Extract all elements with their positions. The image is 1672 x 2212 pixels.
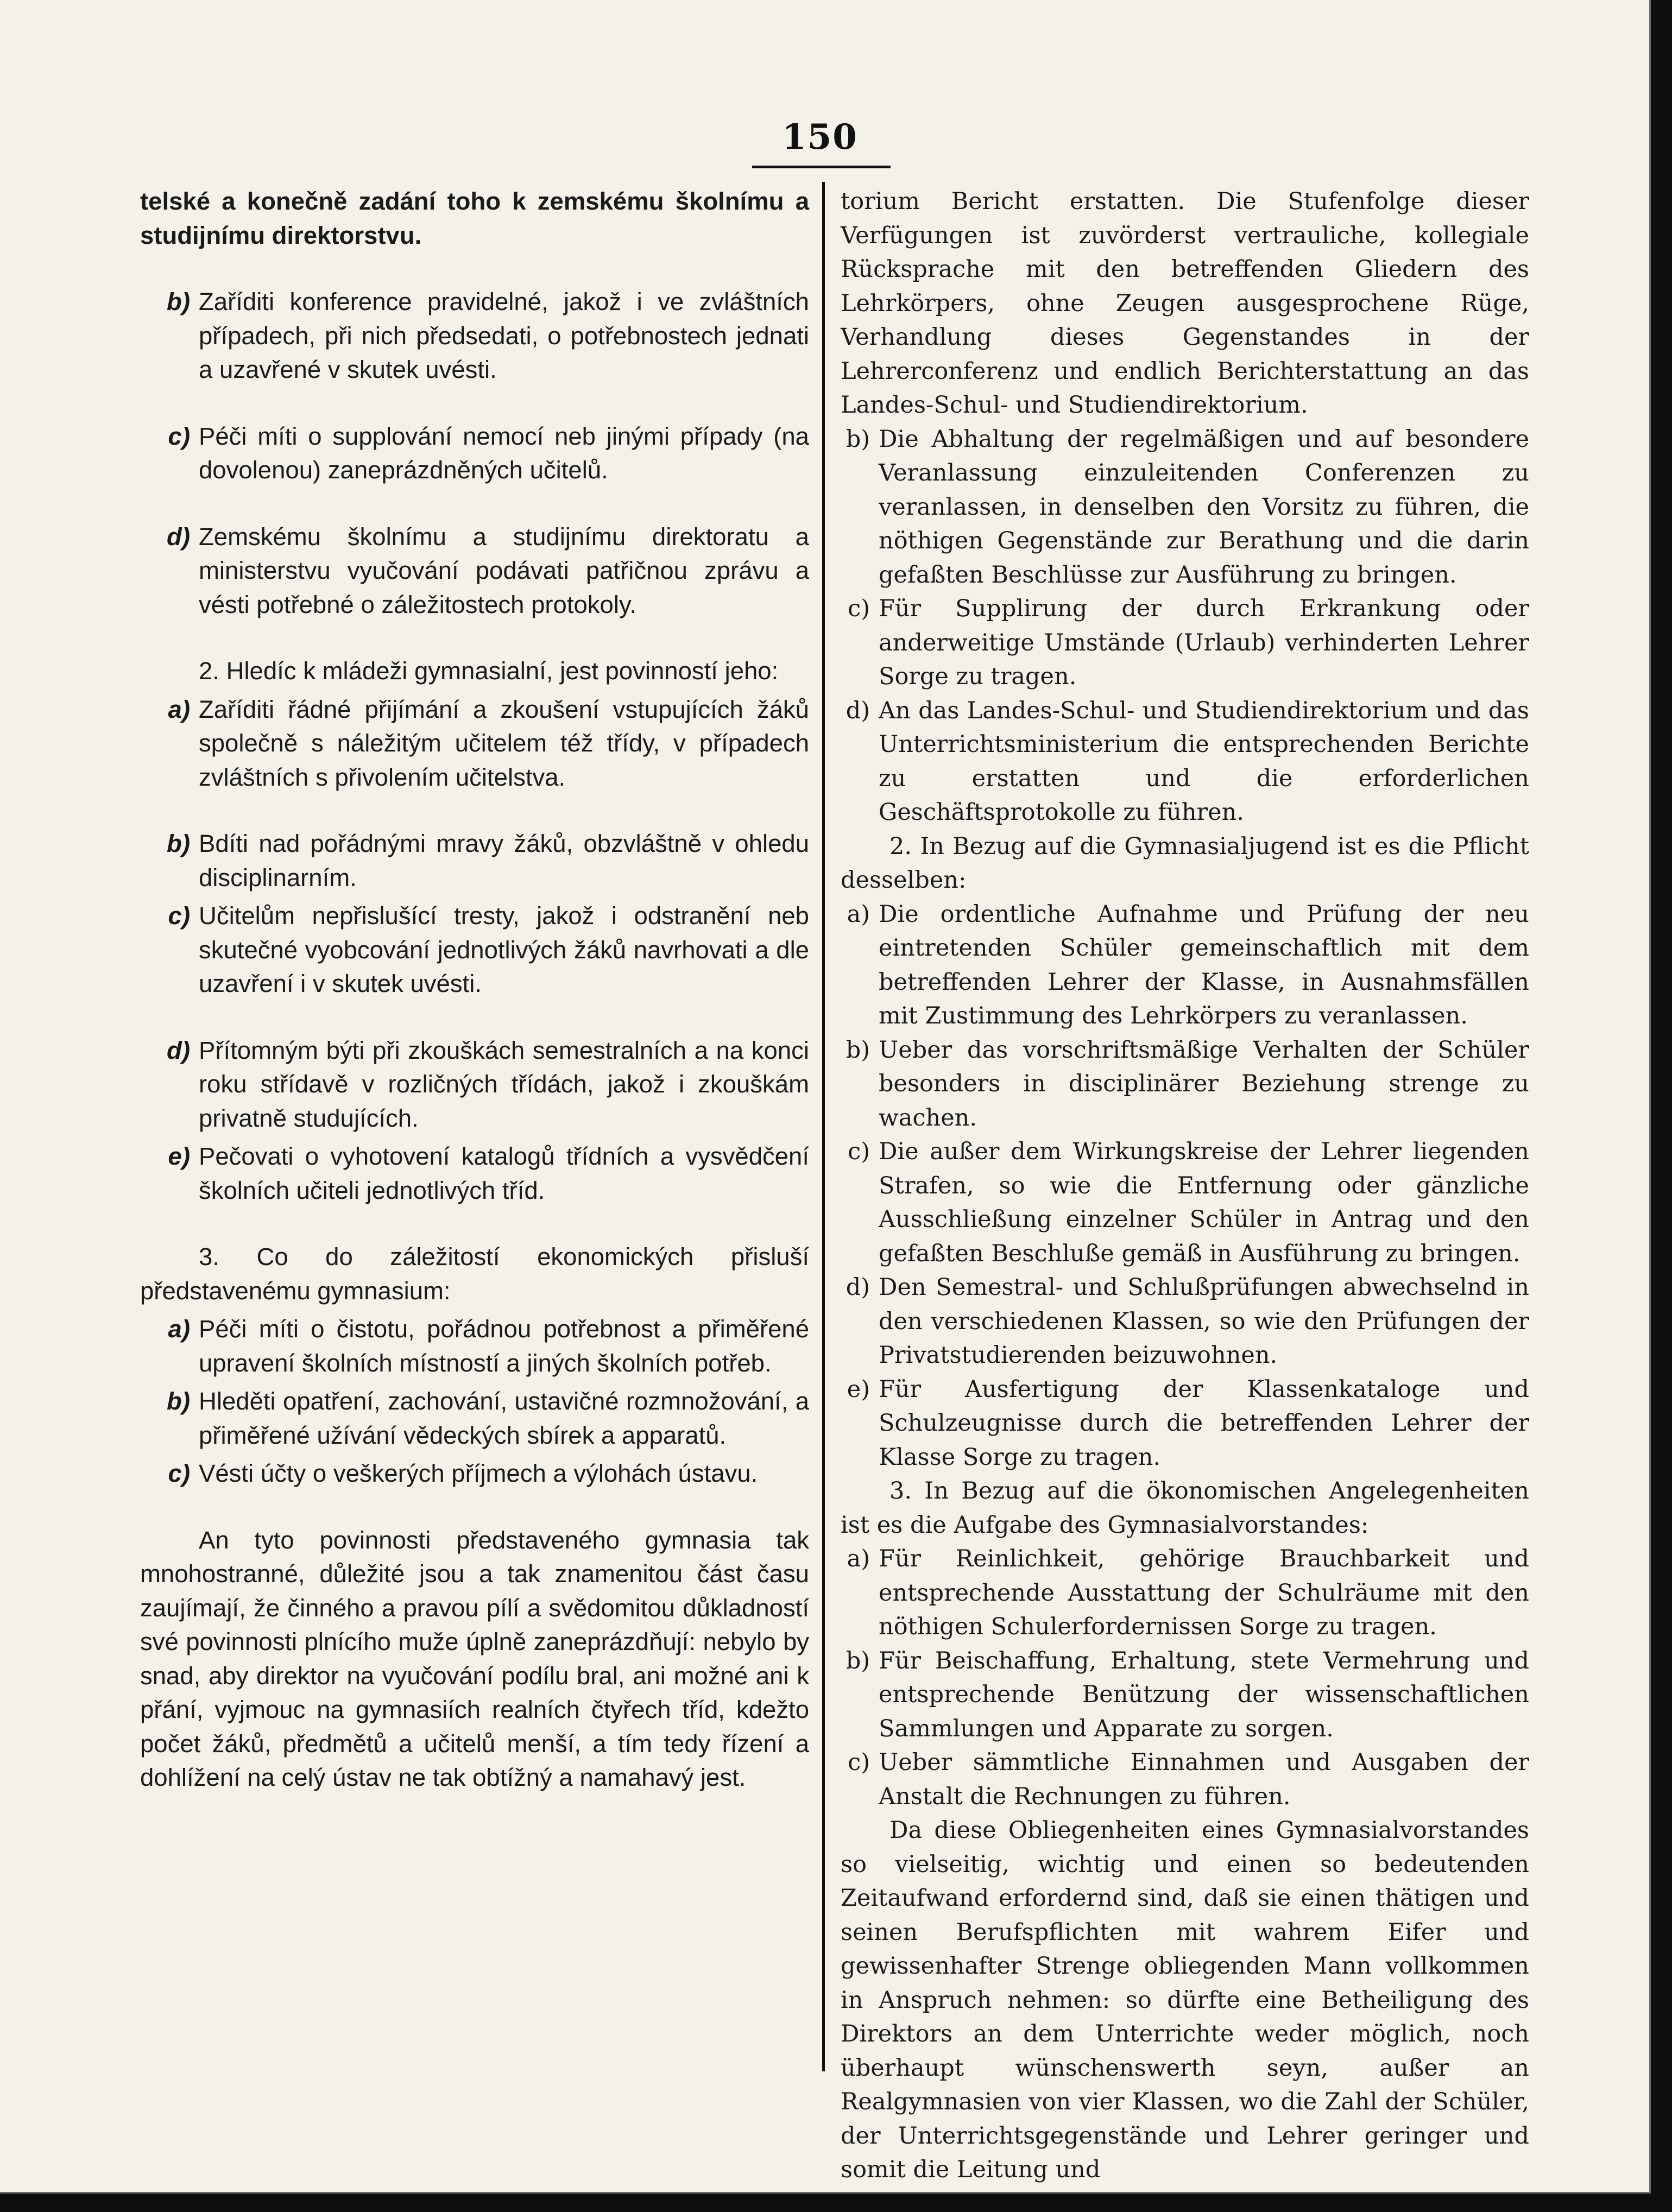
list-item-text: Učitelům nepřislušící tresty, jakož i odstranění neb skutečné vyobcování jednotlivých žáků navrhovati a dle uzavření i v skutek uvésti. xyxy=(199,902,809,997)
list-item xyxy=(841,1542,1529,1644)
list-item-text: Den Semestral- und Schlußprüfungen abwechselnd in den verschiedenen Klassen, so wie den Prüfungen der Privatstudierenden beizuwohnen. xyxy=(879,1274,1529,1369)
list-marker: c) xyxy=(848,1749,870,1776)
list-marker: b) xyxy=(167,1387,190,1415)
list-item-text: An das Landes-Schul- und Studiendirektorium und das Unterrichtsministerium die entsprechenden Berichte zu erstatten und die erforderlichen Geschäftsprotokolle zu führen. xyxy=(879,697,1529,826)
closing-paragraph: Da diese Obliegenheiten eines Gymnasialvorstandes so vielseitig, wichtig und einen so bedeutenden Zeitaufwand erfordernd sind, daß sie einen thätigen und seinen Berufspflichten mit wahrem Eifer und gewissenhafter Strenge obliegenden Mann vollkommen in Anspruch nehmen: so dürfte eine Betheiligung des Direktors an dem Unterrichte weder möglich, noch überhaupt wünschenswerth seyn, außer an Realgymnasien von vier Klassen, wo die Zahl der Schüler, der Unterrichtsgegenstände und Lehrer geringer und somit die Leitung und xyxy=(841,1817,1529,2183)
list-item xyxy=(140,520,809,622)
list-item-text: Zaříditi konference pravidelné, jakož i ve zvláštních případech, při nich předsedati, o potřebnostech jednati a uzavřené v skutek uvésti. xyxy=(199,288,809,383)
list-item xyxy=(140,420,809,488)
list-item-text: Ueber sämmtliche Einnahmen und Ausgaben der Anstalt die Rechnungen zu führen. xyxy=(879,1749,1529,1810)
section-heading-paragraph: 2. Hledíc k mládeži gymnasialní, jest povinností jeho: xyxy=(199,657,779,685)
list-item-text: Ueber das vorschriftsmäßige Verhalten der Schüler besonders in disciplinärer Beziehung strenge zu wachen. xyxy=(879,1036,1529,1132)
list-item xyxy=(140,1457,809,1491)
list-item-text: Péči míti o čistotu, pořádnou potřebnost a přiměřené upravení školních místností a jiných školních potřeb. xyxy=(199,1315,809,1377)
list-item xyxy=(841,1033,1529,1135)
list-item-text: Zemskému školnímu a studijnímu direktoratu a ministerstvu vyučování podávati patřičnou zprávu a vésti potřebné o záležitostech protokoly. xyxy=(199,522,809,618)
list-marker: d) xyxy=(846,697,870,724)
list-item xyxy=(140,1034,809,1136)
list-marker: b) xyxy=(167,288,190,315)
list-item-text: Die ordentliche Aufnahme und Prüfung der neu eintretenden Schüler gemeinschaftlich mit dem betreffenden Lehrer der Klasse, in Ausnahmsfällen mit Zustimmung des Lehrkörpers zu veranlassen. xyxy=(879,900,1529,1029)
list-marker: d) xyxy=(167,522,190,551)
list-item-text: Die außer dem Wirkungskreise der Lehrer liegenden Strafen, so wie die Entfernung oder gänzliche Ausschließung einzelner Schüler in Antrag und den gefaßten Beschluße gemäß in Ausführung zu bringen. xyxy=(879,1138,1529,1267)
list-item xyxy=(140,1385,809,1452)
section-heading-paragraph: 2. In Bezug auf die Gymnasialjugend ist es die Pflicht desselben: xyxy=(841,832,1529,894)
list-item-text: Die Abhaltung der regelmäßigen und auf besondere Veranlassung einzuleitenden Conferenzen zu veranlassen, in denselben den Vorsitz zu führen, die nöthigen Gegenstände zur Berathung und die darin gefaßten Beschlüsse zur Ausführung zu bringen. xyxy=(879,425,1529,589)
list-marker: c) xyxy=(848,1138,870,1165)
list-marker: e) xyxy=(168,1142,190,1170)
paragraph-continuation: telské a konečně zadání toho k zemskému školnímu a studijnímu direktorstvu. xyxy=(140,187,809,249)
list-item xyxy=(140,1140,809,1208)
left-column-czech xyxy=(140,185,809,1795)
list-marker: a) xyxy=(168,695,190,723)
column-divider xyxy=(822,182,825,2071)
list-item xyxy=(140,285,809,387)
list-item-text: Péči míti o supplování nemocí neb jinými případy (na dovolenou) zaneprázdněných učitelů. xyxy=(199,422,809,484)
list-item-text: Für Beischaffung, Erhaltung, stete Vermehrung und entsprechende Benützung der wissenschaftlichen Sammlungen und Apparate zu sorgen. xyxy=(879,1647,1529,1742)
list-marker: c) xyxy=(168,1459,190,1487)
list-marker: c) xyxy=(168,422,190,450)
list-marker: b) xyxy=(846,425,870,453)
section-heading-paragraph: 3. In Bezug auf die ökonomischen Angelegenheiten ist es die Aufgabe des Gymnasialvorstandes: xyxy=(841,1477,1529,1539)
list-marker: d) xyxy=(846,1274,870,1301)
list-item xyxy=(841,1746,1529,1813)
list-marker: e) xyxy=(847,1375,870,1403)
list-item xyxy=(140,827,809,895)
list-marker: a) xyxy=(847,900,870,928)
list-item-text: Für Reinlichkeit, gehörige Brauchbarkeit und entsprechende Ausstattung der Schulräume mit den nöthigen Schulerfordernissen Sorge zu tragen. xyxy=(879,1545,1529,1640)
list-marker: b) xyxy=(846,1036,870,1064)
page-number: 150 xyxy=(782,117,858,157)
section-heading-paragraph: 3. Co do záležitostí ekonomických přisluší představenému gymnasium: xyxy=(140,1243,809,1305)
list-marker: d) xyxy=(167,1036,190,1064)
list-item-text: Bdíti nad pořádnými mravy žáků, obzvláštně v ohledu disciplinarním. xyxy=(199,830,809,892)
list-marker: b) xyxy=(846,1647,870,1674)
list-marker: a) xyxy=(168,1315,190,1343)
list-item xyxy=(841,592,1529,694)
list-item xyxy=(841,1135,1529,1271)
closing-paragraph: An tyto povinnosti představeného gymnasia tak mnohostranné, důležité jsou a tak znamenitou část času zaujímají, že činného a pravou pílí a svědomitou důkladností své povinnosti plnícího muže úplně zaneprázdňují: nebylo by snad, aby direktor na vyučování podílu bral, ani možné ani k přání, vyjmouc na gymnasiích realních čtyřech tříd, kdežto počet žáků, předmětů a učitelů menší, a tím tedy řízení a dohlížení na celý ústav ne tak obtížný a namahavý jest. xyxy=(140,1526,809,1791)
list-item-text: Vésti účty o veškerých příjmech a výlohách ústavu. xyxy=(199,1459,758,1487)
list-item xyxy=(841,422,1529,592)
list-item-text: Zaříditi řádné přijímání a zkoušení vstupujících žáků společně s náležitým učitelem též třídy, v případech zvláštních s přivolením učitelstva. xyxy=(199,695,809,791)
list-item-text: Für Ausfertigung der Klassenkataloge und Schulzeugnisse durch die betreffenden Lehrer der Klasse Sorge zu tragen. xyxy=(879,1375,1529,1471)
list-item xyxy=(140,693,809,795)
list-item xyxy=(841,1271,1529,1373)
list-item-text: Für Supplirung der durch Erkrankung oder anderweitige Umstände (Urlaub) verhinderten Lehrer Sorge zu tragen. xyxy=(879,595,1529,690)
list-item xyxy=(841,1373,1529,1475)
list-marker: c) xyxy=(848,595,870,622)
list-item xyxy=(841,694,1529,830)
list-item xyxy=(841,1644,1529,1746)
list-item xyxy=(140,899,809,1001)
paragraph-continuation: torium Bericht erstatten. Die Stufenfolge dieser Verfügungen ist zuvörderst vertrauliche, kollegiale Rücksprache mit den betreffenden Gliedern des Lehrkörpers, ohne Zeugen ausgesprochene Rüge, Verhandlung dieses Gegenstandes in der Lehrerconferenz und endlich Berichterstattung an das Landes-Schul- und Studiendirektorium. xyxy=(841,188,1529,419)
right-column-german xyxy=(841,185,1529,2187)
list-item-text: Hleděti opatření, zachování, ustavičné rozmnožování, a přiměřené užívání vědeckých sbírek a apparatů. xyxy=(199,1387,809,1449)
list-marker: c) xyxy=(168,902,190,930)
list-marker: a) xyxy=(847,1545,870,1572)
list-item-text: Pečovati o vyhotovení katalogů třídních a vysvědčení školních učiteli jednotlivých tříd. xyxy=(199,1142,809,1204)
list-item xyxy=(140,1312,809,1380)
list-marker: b) xyxy=(167,830,190,857)
list-item xyxy=(841,898,1529,1033)
page-number-underline xyxy=(752,166,891,168)
list-item-text: Přítomným býti při zkouškách semestralních a na konci roku střídavě v rozličných třídách, jakož i zkouškám privatně studujících. xyxy=(199,1036,809,1132)
